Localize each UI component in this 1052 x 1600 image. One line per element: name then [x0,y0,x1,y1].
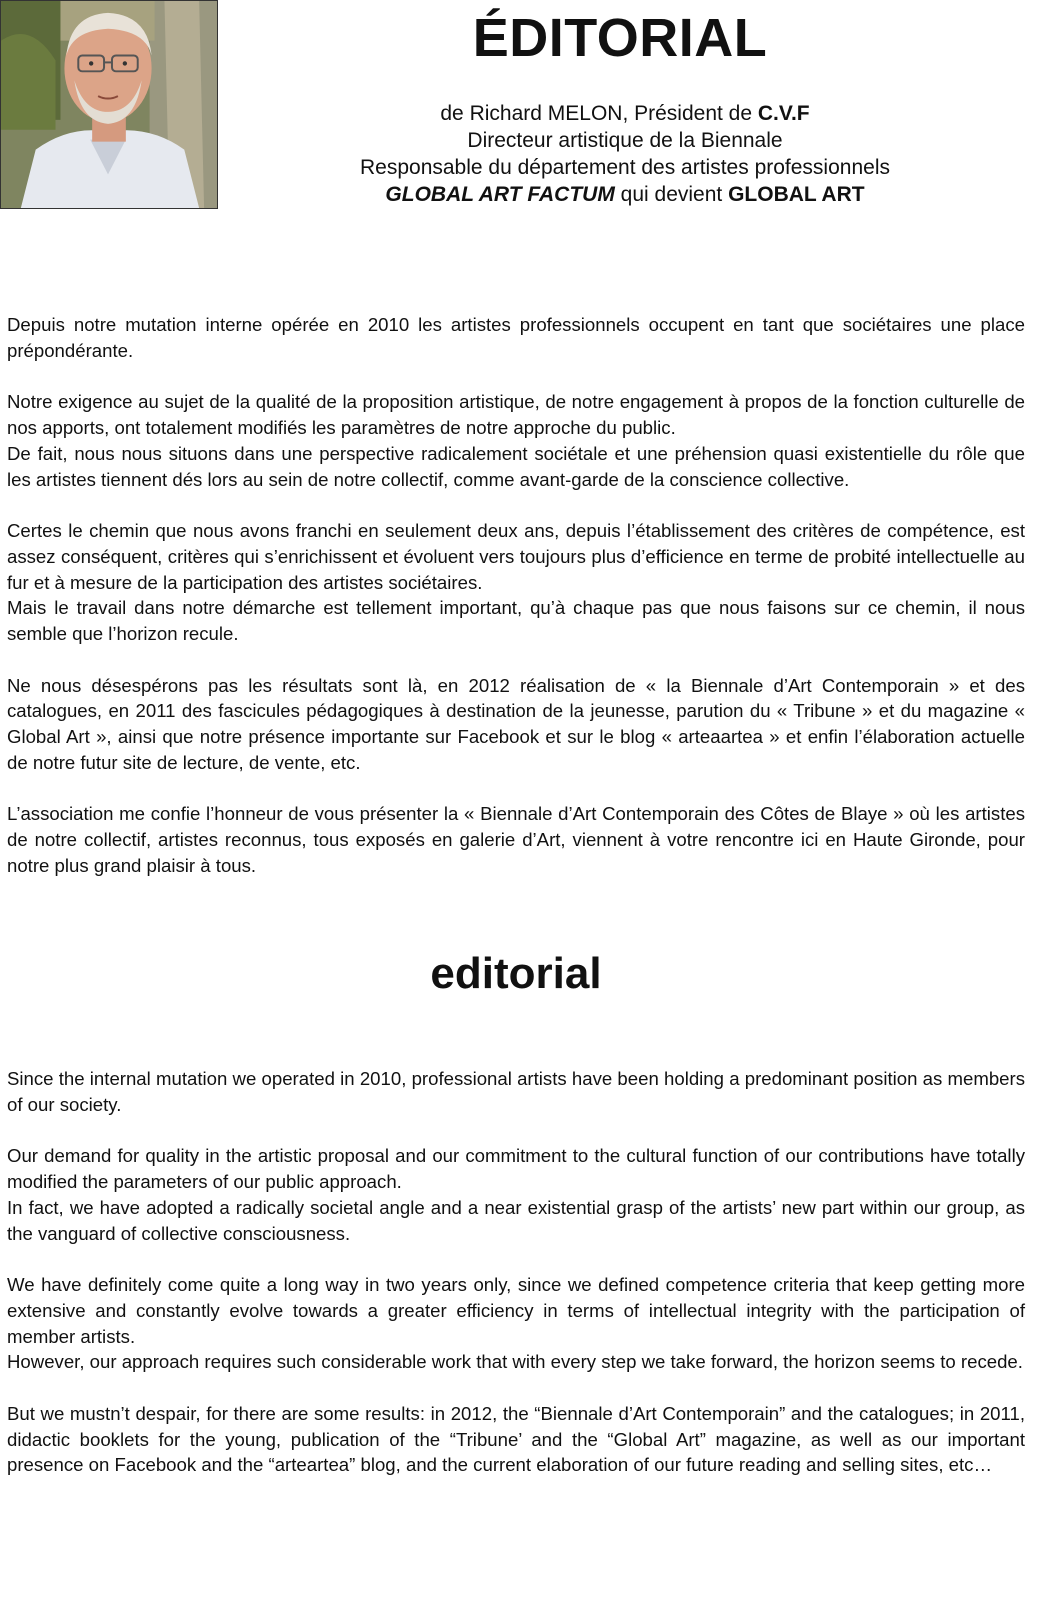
english-section-title: editorial [430,949,602,998]
fr-paragraph-3b: Mais le travail dans notre démarche est tellement important, qu’à chaque pas que nous faisons sur ce chemin, il nous semble que l’horizon recule. [7,597,1025,645]
byline-line-1 [230,100,1020,127]
en-paragraph-1: Since the internal mutation we operated in 2010, professional artists have been holding a predominant position as members of our society. [7,1068,1025,1115]
byline-author-text: de Richard MELON, Président de [440,102,758,125]
en-paragraph-2a: Our demand for quality in the artistic proposal and our commitment to the cultural function of our contributions have totally modified the parameters of our public approach. [7,1145,1025,1192]
author-portrait-photo [0,0,218,209]
page-title: ÉDITORIAL [472,8,768,68]
byline-line-2: Directeur artistique de la Biennale [467,129,783,152]
en-paragraph-3a: We have definitely come quite a long way in two years only, since we defined competence criteria that keep getting more extensive and constantly evolve towards a greater efficiency in terms of intellectual integrity with the participation of member artists. [7,1273,1025,1347]
byline-connector: qui devient [614,183,729,206]
byline-line-3: Responsable du département des artistes professionnels [360,156,890,179]
byline-old-name: GLOBAL ART FACTUM [385,183,615,206]
fr-paragraph-1: Depuis notre mutation interne opérée en 2010 les artistes professionnels occupent en tant que sociétaires une place prépondérante. [7,314,1025,361]
fr-paragraph-5: L’association me confie l’honneur de vous présenter la « Biennale d’Art Contemporain des Côtes de Blaye » où les artistes de notre collectif, artistes reconnus, tous exposés en galerie d’Art, viennent à votre rencontre ici en Haute Gironde, pour notre plus grand plaisir à tous. [7,803,1025,876]
en-paragraph-3b: However, our approach requires such considerable work that with every step we take forward, the horizon seems to recede. [7,1351,1023,1373]
english-editorial-body [7,1066,1025,1504]
fr-paragraph-2b: De fait, nous nous situons dans une perspective radicalement sociétale et une préhension quasi existentielle du rôle que les artistes tiennent dés lors au sein de notre collectif, comme avant-garde de la conscience collective. [7,442,1025,490]
fr-paragraph-2 [7,389,1025,492]
author-byline [230,100,1020,208]
en-paragraph-2 [7,1143,1025,1246]
en-paragraph-2b: In fact, we have adopted a radically societal angle and a near existential grasp of the artists’ new part within our group, as the vanguard of collective consciousness. [7,1196,1025,1244]
fr-paragraph-2a: Notre exigence au sujet de la qualité de la proposition artistique, de notre engagement à propos de la fonction culturelle de nos apports, ont totalement modifiés les paramètres de notre approche du public. [7,391,1025,438]
en-paragraph-4: But we mustn’t despair, for there are some results: in 2012, the “Biennale d’Art Contemporain” and the catalogues; in 2011, didactic booklets for the young, publication of the “Tribune’ and the “Global Art” magazine, as well as our important presence on Facebook and the “arteartea” blog, and the current elaboration of our future reading and selling sites, etc… [7,1402,1025,1476]
en-paragraph-3 [7,1272,1025,1375]
fr-paragraph-3 [7,518,1025,647]
fr-paragraph-4: Ne nous désespérons pas les résultats sont là, en 2012 réalisation de « la Biennale d’Art Contemporain » et des catalogues, en 2011 des fascicules pédagogiques à destination de la jeunesse, parution du « Tribune » et du magazine « Global Art », ainsi que notre présence importante sur Facebook et sur le blog « arteaartea » et enfin l’élaboration actuelle de notre futur site de lecture, de vente, etc. [7,674,1025,773]
french-editorial-body [7,312,1025,904]
fr-paragraph-3a: Certes le chemin que nous avons franchi en seulement deux ans, depuis l’établissement des critères de compétence, est assez conséquent, critères qui s’enrichissent et évoluent vers toujours plus d’efficience en terme de probité intellectuelle au fur et à mesure de la participation des artistes sociétaires. [7,519,1025,593]
byline-line-4 [230,181,1020,208]
byline-new-name: GLOBAL ART [728,183,865,206]
byline-org: C.V.F [757,102,810,125]
